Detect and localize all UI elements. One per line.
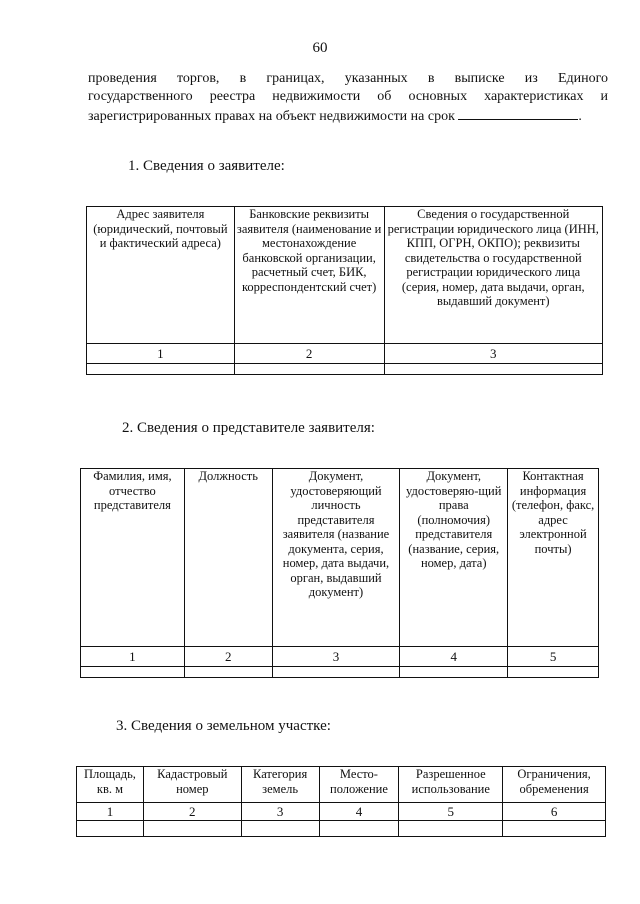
- column-number: 4: [400, 647, 508, 667]
- page-number: 60: [312, 40, 328, 56]
- table-header-row: [77, 767, 606, 803]
- section-2-heading: 2. Сведения о представителе заявителя:: [122, 420, 375, 436]
- intro-line-end: .: [578, 109, 582, 124]
- column-header: Категория земель: [241, 767, 319, 803]
- empty-cell: [319, 821, 399, 837]
- column-number: 3: [384, 344, 602, 364]
- column-number: 5: [508, 647, 599, 667]
- column-header: Документ, удостоверяю-щий права (полномочия) представителя (название, серия, номер, дата): [400, 469, 508, 647]
- term-blank-field: [458, 106, 578, 120]
- column-header: Сведения о государственной регистрации юридического лица (ИНН, КПП, ОГРН, ОКПО); реквизиты свидетельства о государственной регистрации юридического лица (серия, номер, дата выдачи, орган, выдавший документ): [384, 207, 602, 344]
- column-number-row: [77, 803, 606, 821]
- representative-table: [80, 468, 599, 678]
- empty-cell: [234, 364, 384, 375]
- column-header: Фамилия, имя, отчество представителя: [81, 469, 185, 647]
- empty-cell: [77, 821, 144, 837]
- column-header: Площадь, кв. м: [77, 767, 144, 803]
- applicant-table: [86, 206, 603, 375]
- intro-line-last: [88, 106, 608, 126]
- intro-line-text: зарегистрированных правах на объект недвижимости на срок: [88, 109, 455, 124]
- column-header: Ограничения, обременения: [503, 767, 606, 803]
- column-header: Документ, удостоверяющий личность представителя заявителя (название документа, серия, номер, дата выдачи, орган, выдавший документ): [272, 469, 400, 647]
- column-number-row: [81, 647, 599, 667]
- column-number: 3: [241, 803, 319, 821]
- empty-cell: [400, 667, 508, 678]
- intro-line: государственного реестра недвижимости об основных характеристиках и: [88, 89, 608, 104]
- column-number: 2: [143, 803, 241, 821]
- column-header: Место-положение: [319, 767, 399, 803]
- column-header: Банковские реквизиты заявителя (наименование и местонахождение банковской организации, расчетный счет, БИК, корреспондентский счет): [234, 207, 384, 344]
- empty-cell: [184, 667, 272, 678]
- column-number: 1: [77, 803, 144, 821]
- table-header-row: [81, 469, 599, 647]
- empty-cell: [241, 821, 319, 837]
- column-header: Адрес заявителя (юридический, почтовый и фактический адреса): [87, 207, 235, 344]
- column-header: Разрешенное использование: [399, 767, 503, 803]
- empty-cell: [503, 821, 606, 837]
- column-number-row: [87, 344, 603, 364]
- column-number: 6: [503, 803, 606, 821]
- table-header-row: [87, 207, 603, 344]
- section-3-heading: 3. Сведения о земельном участке:: [116, 718, 331, 734]
- column-number: 5: [399, 803, 503, 821]
- land-plot-table: [76, 766, 606, 837]
- column-number: 4: [319, 803, 399, 821]
- empty-cell: [508, 667, 599, 678]
- empty-cell: [272, 667, 400, 678]
- column-number: 1: [81, 647, 185, 667]
- empty-cell: [81, 667, 185, 678]
- intro-line: проведения торгов, в границах, указанных в выписке из Единого: [88, 71, 608, 86]
- column-header: Кадастровый номер: [143, 767, 241, 803]
- empty-cell: [87, 364, 235, 375]
- column-header: Контактная информация (телефон, факс, адрес электронной почты): [508, 469, 599, 647]
- empty-data-row: [87, 364, 603, 375]
- empty-cell: [384, 364, 602, 375]
- empty-cell: [399, 821, 503, 837]
- column-number: 2: [184, 647, 272, 667]
- column-header: Должность: [184, 469, 272, 647]
- empty-data-row: [77, 821, 606, 837]
- section-1-heading: 1. Сведения о заявителе:: [128, 158, 285, 174]
- column-number: 3: [272, 647, 400, 667]
- column-number: 2: [234, 344, 384, 364]
- empty-data-row: [81, 667, 599, 678]
- column-number: 1: [87, 344, 235, 364]
- empty-cell: [143, 821, 241, 837]
- intro-paragraph: [88, 70, 608, 126]
